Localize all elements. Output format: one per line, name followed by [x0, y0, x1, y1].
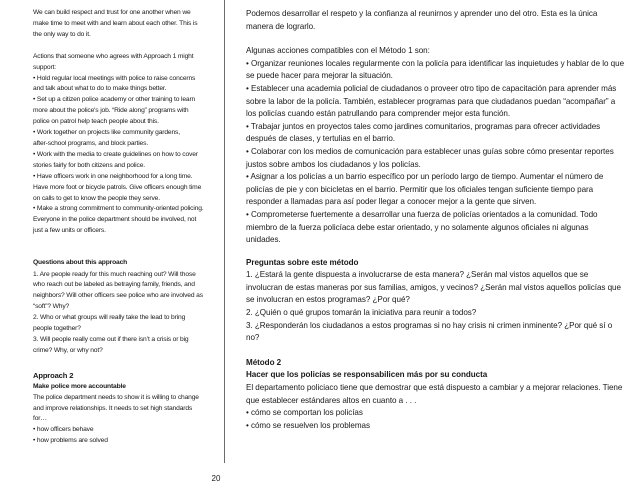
text-line: the only way to do it.: [33, 30, 91, 38]
text-line: • cómo se resuelven los problemas: [246, 420, 370, 430]
text-line: • Trabajar juntos en proyectos tales como jardines comunitarios, programas para ofrecer actividades: [246, 121, 601, 131]
text-line: justos sobre ambos los ciudadanos y los policías.: [246, 159, 421, 169]
text-line: responder a llamadas para así poder llegar a conocer mejor a la gente que sirven.: [246, 197, 537, 207]
english-column: [33, 8, 203, 447]
text-line: • Colaborar con los medios de comunicación para establecer unas guías sobre cómo presentar reportes: [246, 146, 614, 156]
text-line: • Organizar reuniones locales regularmente con la policía para identificar las inquietudes y hablar de lo que: [246, 58, 625, 68]
text-line: more about the police's job. “Ride along” programs with: [33, 107, 189, 115]
text-line: unidades.: [246, 235, 281, 245]
text-line: stories fairly for both citizens and police.: [33, 161, 145, 169]
text-line: and improve relationships. It needs to set high standards: [33, 404, 193, 412]
text-line: Everyone in the police department should be involved, not: [33, 216, 197, 224]
text-line: 2. ¿Quién o qué grupos tomarán la iniciativa para reunir a todos?: [246, 308, 477, 318]
approach-subheading-es: Hacer que los policías se responsabilicen más por su conducta: [246, 370, 488, 380]
text-line: El departamento policiaco tiene que demostrar que está dispuesto a cambiar y a mejorar relaciones. Tiene: [246, 383, 623, 393]
text-line: miembro de la fuerza policíaca debe estar orientado, y no solamente algunos oficiales ni algunas: [246, 222, 589, 232]
text-line: after-school programs, and block parties.: [33, 139, 149, 147]
text-line: manera de lograrlo.: [246, 21, 316, 31]
text-line: • how officers behave: [33, 426, 94, 434]
text-line: después de clases, y tertulias en el barrio.: [246, 134, 395, 144]
actions-list-es: [246, 45, 625, 247]
text-line: Podemos desarrollar el respeto y la confianza al reunirnos y aprender uno del otro. Esta es la única: [246, 9, 598, 18]
approach-body-es: [246, 382, 623, 432]
page-number: 20: [211, 474, 221, 483]
text-line: 3. ¿Responderán los ciudadanos a estos programas si no hay crisis ni crimen inminente? ¿Por qué sí o: [246, 320, 613, 330]
text-line: 3. Will people really come out if there isn’t a crisis or big: [33, 335, 189, 343]
text-line: • Set up a citizen police academy or other training to learn: [33, 96, 196, 104]
text-line: crime? Why, or why not?: [33, 346, 103, 354]
intro-paragraph-es: [246, 8, 618, 33]
text-line: • Establecer una academia policial de ciudadanos o proveer otro tipo de capacitación para aprender más: [246, 83, 617, 93]
text-line: make time to meet with and learn about each other. This is: [33, 19, 198, 27]
text-line: people together?: [33, 325, 81, 333]
text-line: support:: [33, 63, 56, 71]
text-line: Algunas acciones compatibles con el Método 1 son:: [246, 46, 430, 56]
text-line: Actions that someone who agrees with Approach 1 might: [33, 52, 194, 60]
text-line: • Hold regular local meetings with police to raise concerns: [33, 74, 196, 82]
approach-heading-es: Método 2: [246, 357, 282, 367]
questions-list: [33, 270, 203, 357]
text-line: • Make a strong commitment to community-oriented policing.: [33, 205, 204, 213]
text-line: We can build respect and trust for one another when we: [33, 9, 191, 16]
actions-list: [33, 52, 203, 237]
approach-heading: Approach 2: [33, 370, 74, 380]
text-line: • Asignar a los policías a un barrio específico por un período largo de tiempo. Aumentar el número de: [246, 172, 604, 182]
text-line: neighbors? Will other officers see police who are involved as: [33, 292, 203, 300]
text-line: Have more foot or bicycle patrols. Give officers enough time: [33, 183, 202, 191]
approach-body: [33, 393, 203, 448]
text-line: for…: [33, 415, 47, 423]
questions-heading: Questions about this approach: [33, 259, 128, 267]
text-line: on calls to get to know the people they serve.: [33, 194, 160, 202]
text-line: que establecer estándares altos en cuanto a . . .: [246, 395, 417, 405]
text-line: • Have officers work in one neighborhood for a long time.: [33, 172, 193, 180]
text-line: 1. ¿Estará la gente dispuesta a involucrarse de esta manera? ¿Serán mal vistos aquellos que se: [246, 270, 589, 280]
text-line: se involucran en estos programas? ¿Por qué?: [246, 295, 410, 305]
questions-list-es: [246, 269, 621, 345]
spanish-column: [246, 8, 625, 432]
column-divider: [224, 0, 225, 463]
text-line: • cómo se comportan los policías: [246, 408, 363, 418]
text-line: The police department needs to show it is willing to change: [33, 393, 199, 401]
text-line: and talk about what to do to make things better.: [33, 85, 167, 93]
text-line: who reach out be labeled as betraying family, friends, and: [33, 281, 195, 289]
text-line: • Comprometerse fuertemente a desarrollar una fuerza de policías orientados a la comunidad. Todo: [246, 209, 598, 219]
text-line: just a few units or officers.: [33, 227, 106, 235]
text-line: • how problems are solved: [33, 437, 108, 445]
text-line: no?: [246, 333, 260, 343]
intro-paragraph: [33, 8, 203, 41]
text-line: involucran de estas maneras por sus familias, amigos, y vecinos? ¿Serán mal vistos aquellos policías que: [246, 282, 621, 292]
text-line: se puede hacer para mejorar la situación.: [246, 71, 393, 81]
approach-subheading: Make police more accountable: [33, 382, 126, 390]
text-line: policías de pie y con bicicletas en el barrio. Permitir que los oficiales tengan suficiente tiempo para: [246, 184, 594, 194]
questions-heading-es: Preguntas sobre este método: [246, 257, 359, 267]
text-line: 2. Who or what groups will really take the lead to bring: [33, 314, 186, 322]
text-line: • Work together on projects like community gardens,: [33, 129, 180, 137]
text-line: sobre la labor de la policía. También, establecer programas para que ciudadanos puedan “acompañar” a: [246, 96, 616, 106]
text-line: police on patrol help teach people about this.: [33, 118, 159, 126]
text-line: los policías cuando están patrullando para comprender mejor esta función.: [246, 109, 511, 119]
text-line: 1. Are people ready for this much reaching out? Will those: [33, 270, 196, 278]
text-line: • Work with the media to create guidelines on how to cover: [33, 150, 198, 158]
text-line: “soft”? Why?: [33, 303, 70, 311]
